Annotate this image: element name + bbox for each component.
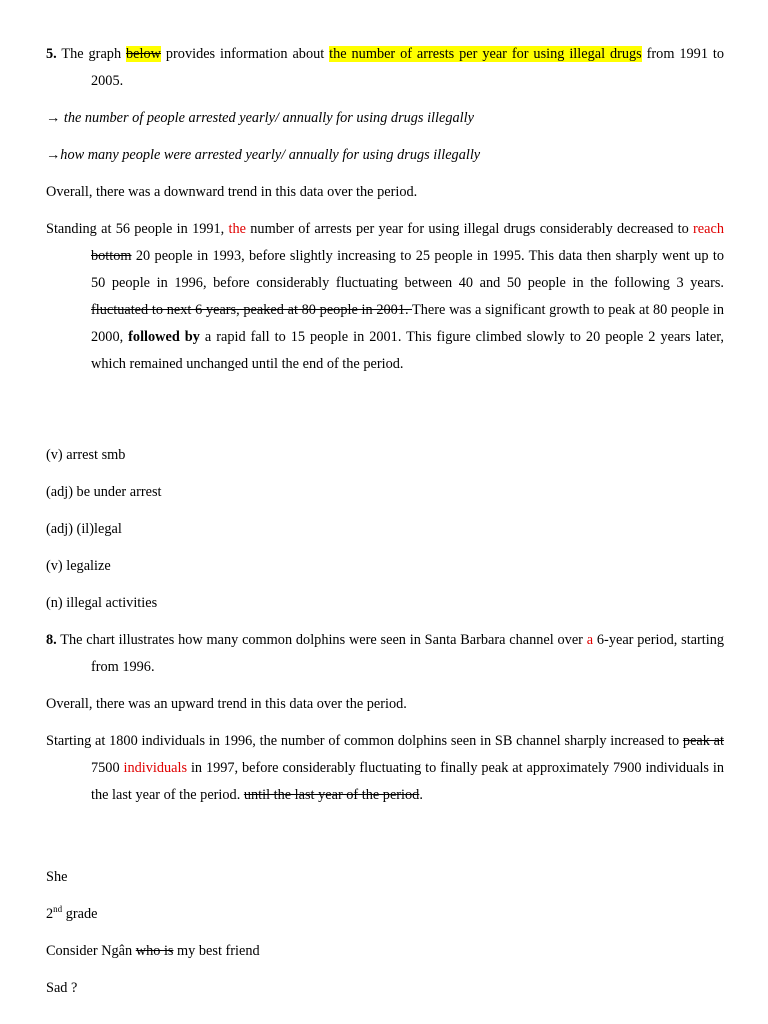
body-paragraph-2 bbox=[46, 728, 724, 809]
text: provides information about bbox=[160, 46, 330, 62]
note-line: She bbox=[46, 869, 68, 885]
vocab-item: (v) arrest smb bbox=[46, 447, 126, 463]
superscript: nd bbox=[53, 904, 63, 915]
text: The chart illustrates how many common dolphins were seen in Santa Barbara channel over bbox=[56, 632, 587, 648]
text: my best friend bbox=[173, 943, 260, 959]
deleted-phrase: peak at bbox=[682, 733, 725, 749]
paraphrase-2: →how many people were arrested yearly/ annually for using drugs illegally bbox=[46, 147, 481, 163]
document-page bbox=[46, 41, 724, 1002]
bold-phrase: followed by bbox=[128, 329, 200, 345]
highlighted-phrase: the number of arrests per year for using illegal drugs bbox=[329, 46, 642, 62]
text: 6-year period, starting from 1996. bbox=[91, 632, 725, 675]
correction: reach bbox=[693, 221, 724, 237]
deleted-word: below bbox=[126, 46, 161, 62]
text: Standing at 56 people in 1991, bbox=[46, 221, 229, 237]
note-line: Sad ? bbox=[46, 980, 78, 996]
overview-2: Overall, there was an upward trend in this data over the period. bbox=[46, 696, 407, 712]
question-8-paragraph bbox=[46, 627, 724, 681]
text: in 1997, before considerably fluctuating to finally peak at approximately 7900 individuals in the last year of the period. bbox=[91, 760, 725, 803]
text: . bbox=[419, 787, 423, 803]
text: a rapid fall to 15 people in 2001. This figure climbed slowly to 20 people 2 years later, which remained unchanged until the end of the period. bbox=[91, 329, 724, 372]
question-number: 5. bbox=[46, 46, 57, 62]
text: Starting at 1800 individuals in 1996, the number of common dolphins seen in SB channel sharply increased to bbox=[46, 733, 683, 749]
deleted-phrase: fluctuated to next 6 years, peaked at 80 people in 2001. bbox=[91, 302, 413, 318]
text: 20 people in 1993, before slightly increasing to 25 people in 1995. This data then sharply went up to 50 people in 1996, before considerably fluctuating between 40 and 50 people in the following 3 years. bbox=[91, 248, 724, 291]
correction: individuals bbox=[123, 760, 188, 776]
text: number of arrests per year for using illegal drugs considerably decreased to bbox=[246, 221, 694, 237]
deleted-phrase: until the last year of the period bbox=[243, 787, 420, 803]
body-paragraph-1 bbox=[46, 216, 724, 378]
text: Consider Ngân bbox=[46, 943, 136, 959]
text: The graph bbox=[56, 46, 127, 62]
correction: a bbox=[586, 632, 594, 648]
text: 2 bbox=[46, 906, 54, 922]
correction: the bbox=[228, 221, 246, 237]
vocab-item: (v) legalize bbox=[46, 558, 111, 574]
note-line bbox=[46, 901, 724, 928]
deleted-word: bottom bbox=[91, 248, 132, 264]
vocab-item: (adj) (il)legal bbox=[46, 521, 122, 537]
overview-1: Overall, there was a downward trend in this data over the period. bbox=[46, 184, 418, 200]
note-line bbox=[46, 938, 724, 965]
text: grade bbox=[62, 906, 98, 922]
question-5-paragraph bbox=[46, 41, 724, 95]
question-number: 8. bbox=[46, 632, 57, 648]
deleted-phrase: who is bbox=[135, 943, 174, 959]
text: from 1991 to 2005. bbox=[91, 46, 725, 89]
vocab-item: (adj) be under arrest bbox=[46, 484, 162, 500]
text: There was a significant growth to peak at 80 people in 2000, bbox=[91, 302, 724, 345]
paraphrase-1: → the number of people arrested yearly/ annually for using drugs illegally bbox=[46, 110, 474, 126]
vocab-item: (n) illegal activities bbox=[46, 595, 158, 611]
text: 7500 bbox=[91, 760, 124, 776]
